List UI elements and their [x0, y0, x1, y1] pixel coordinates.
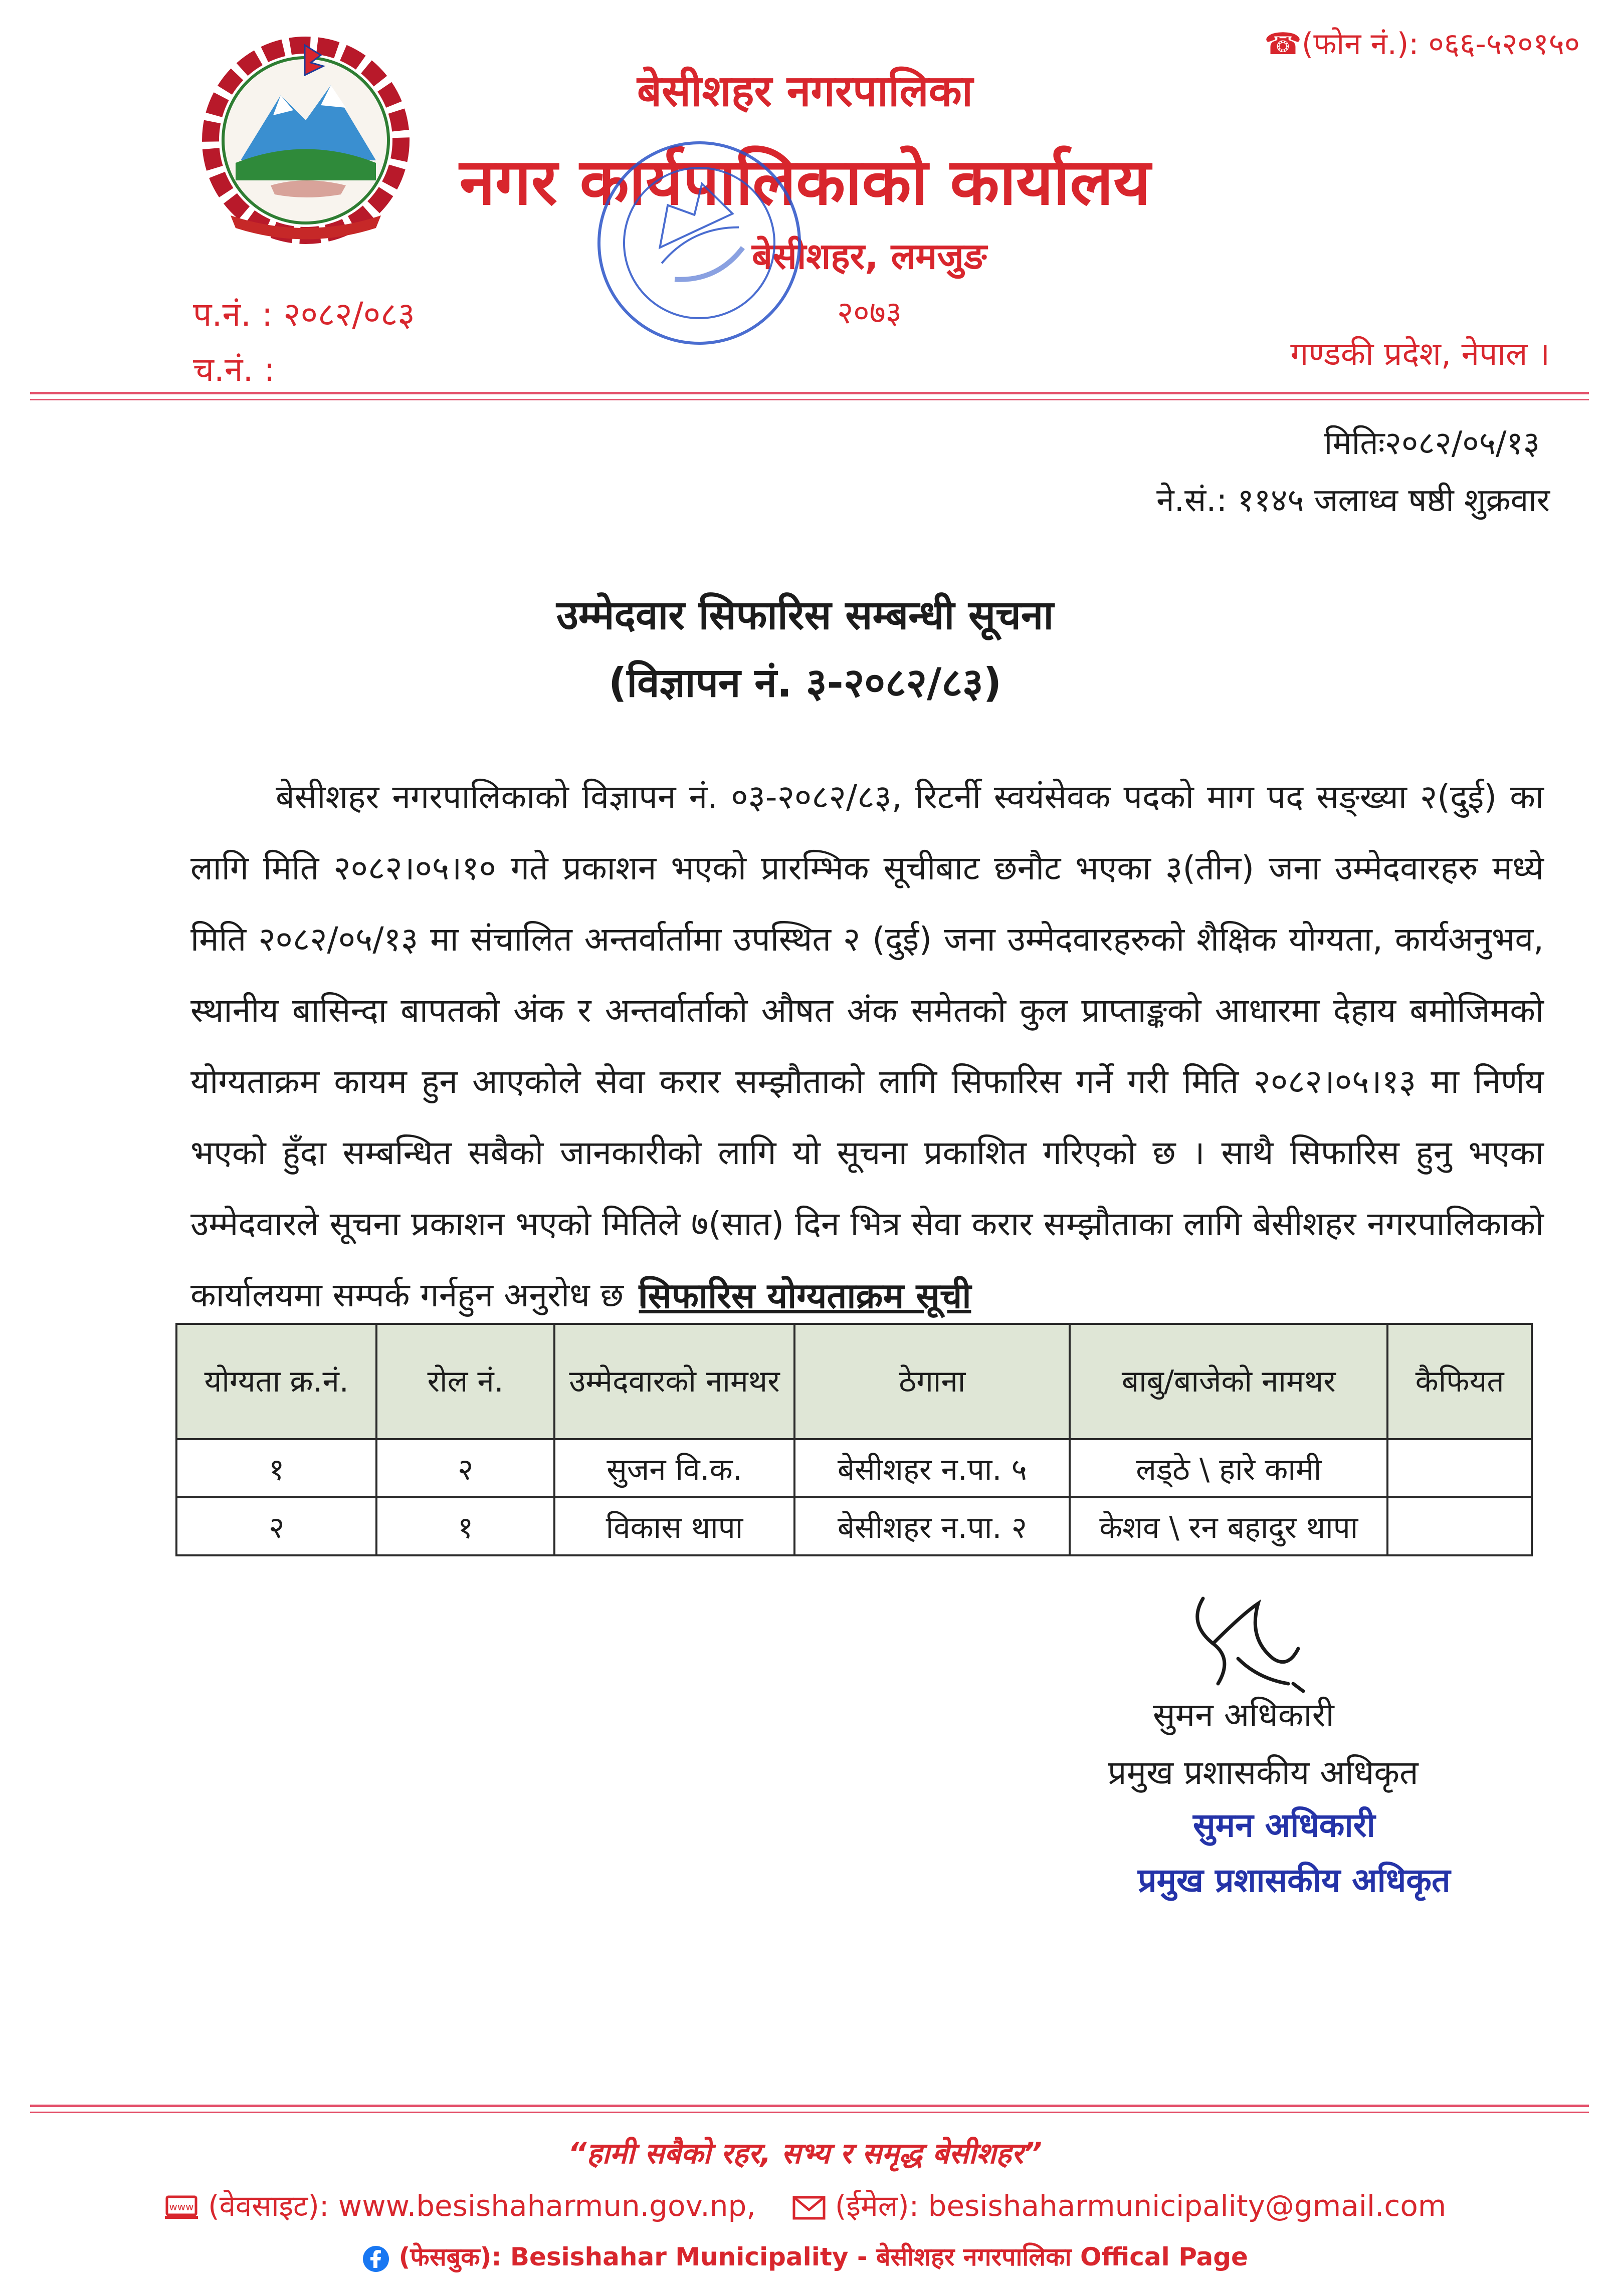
cell-remarks: [1387, 1439, 1532, 1497]
cell-roll: १: [376, 1497, 554, 1555]
chalani-number: च.नं. :: [193, 350, 275, 389]
cell-parent-name: लड्ठे \ हारे कामी: [1070, 1439, 1387, 1497]
phone-number: ☎(फोन नं.): ०६६-५२०१५०: [1264, 27, 1580, 62]
website-icon: [164, 2195, 199, 2221]
header-divider-bottom: [30, 399, 1589, 400]
facebook-icon: [362, 2245, 390, 2273]
handwritten-signature-icon: [1173, 1583, 1323, 1709]
email-icon: [792, 2196, 826, 2220]
header-divider-top: [30, 392, 1589, 394]
cell-remarks: [1387, 1497, 1532, 1555]
header-rank: योग्यता क्र.नं.: [176, 1324, 376, 1439]
cell-address: बेसीशहर न.पा. ५: [794, 1439, 1070, 1497]
nepal-sambat-date: ने.सं.: ११४५ जलाध्व षष्ठी शुक्रवार: [1156, 482, 1550, 519]
table-row: [176, 1497, 1532, 1555]
footer-slogan: “हामी सबैको रहर, सभ्य र समृद्ध बेसीशहर”: [568, 2136, 1042, 2170]
header-remarks: कैफियत: [1387, 1324, 1532, 1439]
signer-title-handwritten: प्रमुख प्रशासकीय अधिकृत: [1108, 1753, 1419, 1792]
footer-facebook: [0, 2239, 1610, 2273]
table-header-row: [176, 1324, 1532, 1439]
cell-address: बेसीशहर न.पा. २: [794, 1497, 1070, 1555]
office-name: नगर कार्यपालिकाको कार्यालय: [459, 145, 1151, 219]
list-title: सिफारिस योग्यताक्रम सूची: [639, 1275, 971, 1316]
cell-rank: १: [176, 1439, 376, 1497]
notice-body: बेसीशहर नगरपालिकाको विज्ञापन नं. ०३-२०८२/८३, रिटर्नी स्वयंसेवक पदको माग पद सङ्ख्या २(दुई) का लागि मिति २०८२।०५।१० गते प्रकाशन भएको प्रारम्भिक सूचीबाट छनौट भएका ३(तीन) जना उम्मेदवारहरु मध्ये मिति २०८२/०५/१३ मा संचालित अन्तर्वार्तामा उपस्थित २ (दुई) जना उम्मेदवारहरुको शैक्षिक योग्यता, कार्यअनुभव, स्थानीय बासिन्दा बापतको अंक र अन्तर्वार्ताको औषत अंक समेतको कुल प्राप्ताङ्कको आधारमा देहाय बमोजिमको योग्यताक्रम कायम हुन आएकोले सेवा करार सम्झौताको लागि सिफारिस गर्ने गरी मिति २०८२।०५।१३ मा निर्णय भएको हुँदा सम्बन्धित सबैको जानकारीको लागि यो सूचना प्रकाशित गरिएको छ । साथै सिफारिस हुनु भएका उम्मेदवारले सूचना प्रकाशन भएको मितिले ७(सात) दिन भित्र सेवा करार सम्झौताका लागि बेसीशहर नगरपालिकाको कार्यालयमा सम्पर्क गर्नहुन अनुरोध छ ।: [190, 778, 1544, 1314]
date: मितिः२०८२/०५/१३: [1324, 425, 1540, 462]
signer-name-handwritten: सुमन अधिकारी: [1153, 1696, 1334, 1734]
website-link[interactable]: (वेवसाइट): www.besishaharmun.gov.np,: [208, 2189, 756, 2223]
office-stamp-icon: [581, 125, 817, 361]
signer-name-stamp: सुमन अधिकारी: [1193, 1806, 1375, 1845]
header-parent-name: बाबु/बाजेको नामथर: [1070, 1324, 1387, 1439]
signer-title-stamp: प्रमुख प्रशासकीय अधिकृत: [1138, 1861, 1451, 1900]
footer-divider-bottom: [30, 2112, 1589, 2113]
candidate-table: [175, 1323, 1533, 1556]
notice-title: उम्मेदवार सिफारिस सम्बन्धी सूचना: [556, 592, 1054, 638]
email-link[interactable]: (ईमेल): besishaharmunicipality@gmail.com: [835, 2189, 1447, 2223]
office-location: बेसीशहर, लमजुङ: [752, 235, 987, 277]
header-name: उम्मेदवारको नामथर: [554, 1324, 794, 1439]
municipality-name: बेसीशहर नगरपालिका: [637, 66, 973, 116]
header-address: ठेगाना: [794, 1324, 1070, 1439]
patra-number: प.नं. : २०८२/०८३: [193, 295, 415, 334]
header-roll: रोल नं.: [376, 1324, 554, 1439]
svg-text:www: www: [169, 2200, 194, 2213]
cell-name: विकास थापा: [554, 1497, 794, 1555]
footer-contacts: [0, 2185, 1610, 2224]
cell-roll: २: [376, 1439, 554, 1497]
cell-parent-name: केशव \ रन बहादुर थापा: [1070, 1497, 1387, 1555]
province-label: गण्डकी प्रदेश, नेपाल ।: [1290, 336, 1550, 373]
facebook-link[interactable]: (फेसबुक): Besishahar Municipality - बेसीशहर नगरपालिका Offical Page: [398, 2242, 1248, 2271]
cell-rank: २: [176, 1497, 376, 1555]
notice-subtitle: (विज्ञापन नं. ३-२०८२/८३): [608, 659, 1002, 706]
footer-divider-top: [30, 2105, 1589, 2107]
established-year: २०७३: [837, 294, 902, 331]
cell-name: सुजन वि.क.: [554, 1439, 794, 1497]
table-row: [176, 1439, 1532, 1497]
